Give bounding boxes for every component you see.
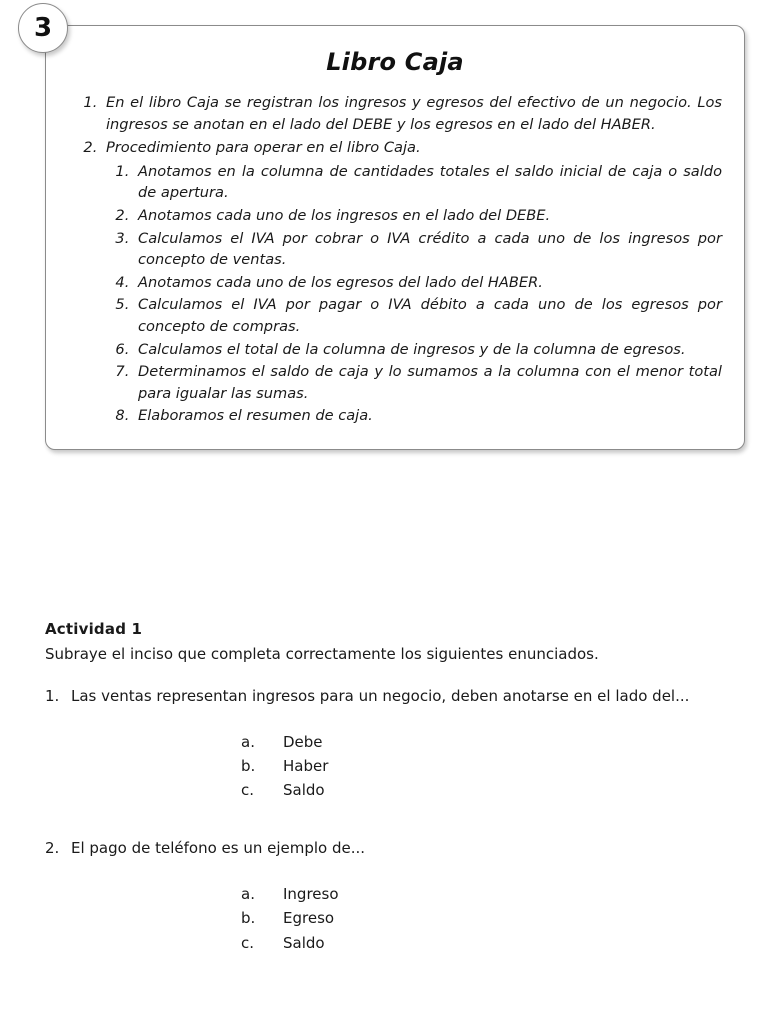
libro-caja-box (45, 25, 745, 450)
option-text: Ingreso (283, 885, 339, 904)
option-text: Haber (283, 756, 329, 775)
question-number: 2. (45, 839, 60, 858)
option-letter: b. (241, 756, 256, 775)
sublist-item-text: Anotamos cada uno de los egresos del lado del HABER. (138, 273, 543, 291)
sublist-item-text: Calculamos el IVA por pagar o IVA débito a cada uno de los egresos por concepto de compras. (138, 296, 722, 335)
option-item[interactable] (241, 882, 745, 906)
question-text: Las ventas representan ingresos para un negocio, deben anotarse en el lado del... (71, 686, 690, 705)
question-text: El pago de teléfono es un ejemplo de... (71, 839, 366, 858)
sublist-item (134, 361, 722, 404)
sublist-item-text: Calculamos el total de la columna de ingresos y de la columna de egresos. (138, 340, 686, 358)
section-number-badge: 3 (18, 3, 68, 53)
option-text: Debe (283, 732, 323, 751)
list-item-text: Procedimiento para operar en el libro Caja. (106, 139, 421, 157)
procedure-sublist (106, 161, 722, 427)
sublist-item (134, 205, 722, 227)
sublist-item-text: Elaboramos el resumen de caja. (138, 407, 373, 425)
option-item[interactable] (241, 730, 745, 754)
sublist-item-text: Determinamos el saldo de caja y lo sumamos a la columna con el menor total para igualar las sumas. (138, 363, 722, 402)
option-letter: a. (241, 885, 255, 904)
option-text: Egreso (283, 909, 335, 928)
list-item-text: En el libro Caja se registran los ingresos y egresos del efectivo de un negocio. Los ingresos se anotan en el lado del DEBE y los egresos en el lado del HABER. (106, 94, 722, 133)
option-letter: c. (241, 933, 255, 952)
option-letter: b. (241, 909, 256, 928)
sublist-item (134, 228, 722, 271)
option-item[interactable] (241, 931, 745, 955)
sublist-item (134, 294, 722, 337)
list-item (102, 92, 722, 135)
list-item (102, 137, 722, 427)
question-number: 1. (45, 686, 60, 705)
activity-instruction: Subraye el inciso que completa correctamente los siguientes enunciados. (45, 645, 599, 663)
question-1 (45, 686, 745, 803)
sublist-item-text: Anotamos en la columna de cantidades totales el saldo inicial de caja o saldo de apertura. (138, 162, 722, 202)
option-letter: a. (241, 732, 255, 751)
sublist-item (134, 405, 722, 427)
activity-section (45, 620, 745, 961)
option-item[interactable] (241, 754, 745, 778)
question-2 (45, 838, 745, 955)
option-list (45, 730, 745, 803)
option-item[interactable] (241, 906, 745, 930)
option-item[interactable] (241, 778, 745, 802)
option-text: Saldo (283, 781, 325, 800)
box-title: Libro Caja (326, 48, 464, 76)
libro-caja-list (68, 92, 722, 427)
question-spacer (45, 808, 745, 838)
sublist-item (134, 161, 722, 204)
sublist-item (134, 339, 722, 361)
option-letter: c. (241, 781, 255, 800)
option-text: Saldo (283, 933, 325, 952)
option-list (45, 882, 745, 955)
activity-title: Actividad 1 (45, 620, 143, 638)
sublist-item-text: Calculamos el IVA por cobrar o IVA crédito a cada uno de los ingresos por concepto de ventas. (138, 229, 722, 269)
sublist-item-text: Anotamos cada uno de los ingresos en el lado del DEBE. (138, 206, 551, 224)
sublist-item (134, 272, 722, 294)
libro-caja-section (33, 13, 745, 450)
